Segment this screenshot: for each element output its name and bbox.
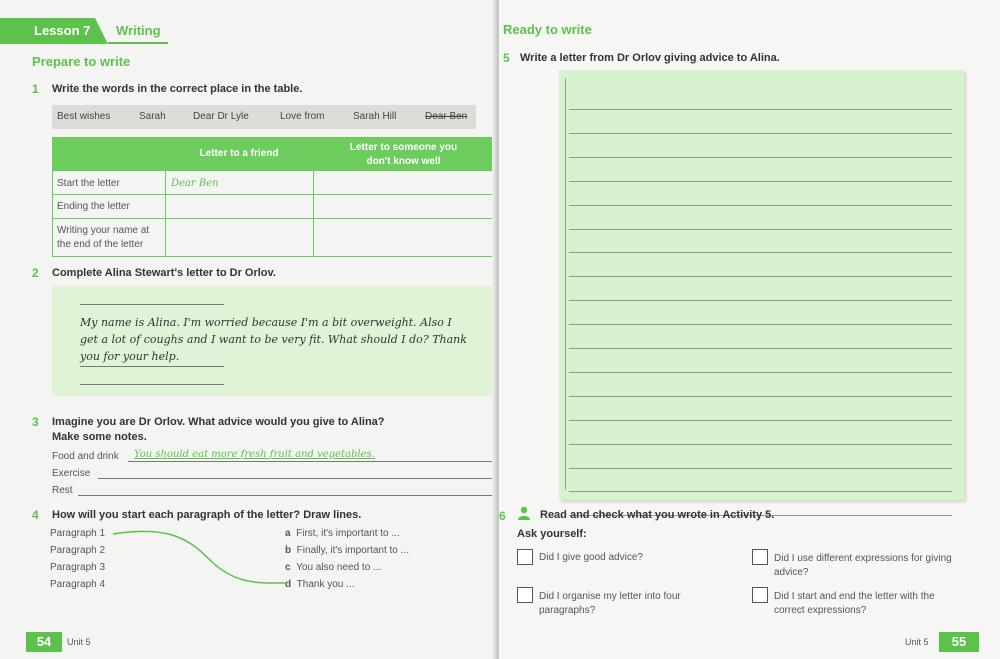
ruled-line: [569, 372, 952, 373]
letter-table: [52, 137, 495, 257]
check-text: Did I organise my letter into four paragraphs?: [539, 591, 681, 616]
note-label-food: Food and drink: [52, 451, 119, 462]
checkbox-good-advice[interactable]: [517, 549, 533, 565]
option-letter: b: [285, 545, 292, 556]
word-bank: [52, 105, 476, 129]
option-text: Finally, it's important to ...: [296, 545, 409, 556]
letter-text: My name is Alina. I'm worried because I'm a bit overweight. Also I get a lot of coughs and I want to be very fit. What should I do? Thank you for your help.: [80, 316, 467, 363]
q1-number: 1: [32, 82, 39, 96]
drawn-match-line: [110, 525, 290, 590]
letter-box: [52, 286, 494, 396]
word-bank-item-crossed: Dear Ben: [425, 111, 468, 122]
ruled-line: [569, 133, 952, 134]
option-text: You also need to ...: [296, 562, 382, 573]
check-text: Did I use different expressions for giving advice?: [774, 553, 952, 578]
col-header-label: Letter to someone you don't know well: [349, 142, 458, 167]
option-a: [285, 528, 400, 539]
ruled-line: [569, 420, 952, 421]
paragraph-label: Paragraph 2: [50, 545, 106, 556]
table-row-label: Writing your name at the end of the letter: [57, 225, 150, 250]
q3-number: 3: [32, 415, 39, 429]
person-icon: [517, 506, 531, 520]
lesson-label: Lesson 7: [34, 23, 91, 38]
ruled-line: [569, 276, 952, 277]
ruled-line: [569, 252, 952, 253]
ruled-line: [569, 396, 952, 397]
option-text: Thank you ...: [296, 579, 355, 590]
q3-subtext: Make some notes.: [52, 431, 147, 443]
paragraph-label: Paragraph 4: [50, 579, 106, 590]
ruled-line: [569, 181, 952, 182]
note-label-rest: Rest: [52, 485, 73, 496]
ruled-line: [569, 300, 952, 301]
ruled-line: [569, 229, 952, 230]
q1-text: Write the words in the correct place in the table.: [52, 83, 303, 95]
paragraph-label: Paragraph 3: [50, 562, 106, 573]
option-text: First, it's important to ...: [296, 528, 400, 539]
word-bank-item: Best wishes: [57, 111, 111, 122]
ruled-line: [569, 109, 952, 110]
page-number-right: 55: [939, 632, 979, 652]
right-page: [499, 0, 1000, 659]
table-header-formal: [313, 138, 494, 170]
ruled-line: [569, 205, 952, 206]
word-bank-item: Dear Dr Lyle: [193, 111, 249, 122]
ruled-line: [569, 491, 952, 492]
ruled-line: [569, 468, 952, 469]
q5-number: 5: [503, 51, 510, 65]
ask-yourself-label: Ask yourself:: [517, 528, 587, 540]
q4-text: How will you start each paragraph of the letter? Draw lines.: [52, 509, 362, 521]
table-header-friend: [165, 138, 313, 170]
ruled-line: [569, 157, 952, 158]
ruled-line: [569, 348, 952, 349]
lined-writing-paper[interactable]: [559, 70, 964, 500]
page-number-left: 54: [26, 632, 62, 652]
word-bank-item: Sarah Hill: [353, 111, 397, 122]
ruled-line: [569, 324, 952, 325]
unit-label-left: Unit 5: [67, 637, 91, 647]
left-page: [0, 0, 497, 659]
word-bank-item: Sarah: [139, 111, 166, 122]
section-label: Writing: [116, 23, 161, 38]
table-cell-answer[interactable]: Dear Ben: [171, 178, 219, 189]
q6-number: 6: [499, 509, 506, 523]
note-label-exercise: Exercise: [52, 468, 91, 479]
option-c: [285, 562, 381, 573]
option-letter: c: [285, 562, 291, 573]
option-d: [285, 579, 354, 590]
q4-number: 4: [32, 508, 39, 522]
q5-text: Write a letter from Dr Orlov giving advice to Alina.: [520, 52, 780, 64]
note-answer-food[interactable]: You should eat more fresh fruit and vegetables.: [134, 449, 375, 460]
q2-number: 2: [32, 266, 39, 280]
q3-text: Imagine you are Dr Orlov. What advice would you give to Alina?: [52, 416, 385, 428]
option-letter: a: [285, 528, 291, 539]
table-header-blank: [53, 138, 165, 170]
q2-text: Complete Alina Stewart's letter to Dr Orlov.: [52, 267, 276, 279]
table-row-label: Start the letter: [57, 178, 120, 189]
checkbox-start-end[interactable]: [752, 587, 768, 603]
unit-label-right: Unit 5: [905, 637, 929, 647]
check-text: Did I start and end the letter with the correct expressions?: [774, 591, 935, 616]
col-header-label: Letter to a friend: [199, 148, 279, 159]
prepare-heading: Prepare to write: [32, 54, 131, 69]
ruled-line: [569, 444, 952, 445]
option-b: [285, 545, 409, 556]
check-text: Did I give good advice?: [539, 552, 643, 563]
table-row-label: Ending the letter: [57, 201, 130, 212]
q6-text: Read and check what you wrote in Activity 5.: [540, 509, 775, 521]
word-bank-item: Love from: [280, 111, 325, 122]
checkbox-different-expressions[interactable]: [752, 549, 768, 565]
ready-heading: Ready to write: [503, 22, 592, 37]
paragraph-label: Paragraph 1: [50, 528, 106, 539]
option-letter: d: [285, 579, 292, 590]
checkbox-four-paragraphs[interactable]: [517, 587, 533, 603]
